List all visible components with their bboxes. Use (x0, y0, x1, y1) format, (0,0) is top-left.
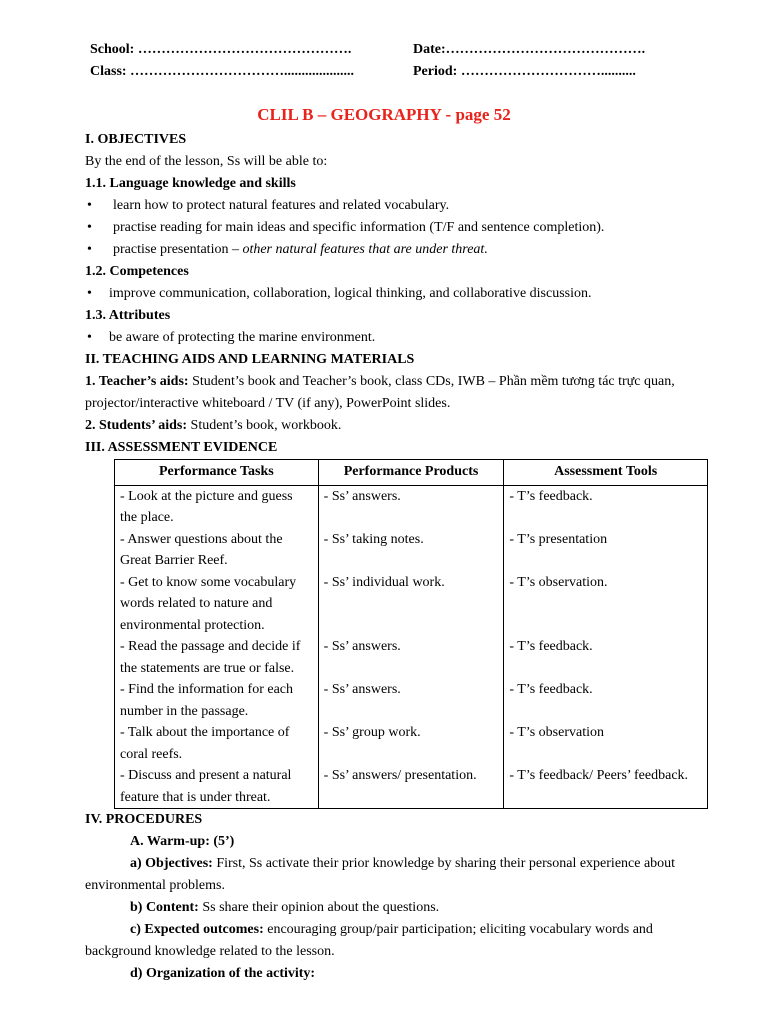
list-item-italic-text: other natural features that are under threat. (242, 242, 488, 257)
list-item (85, 283, 710, 305)
assessment-table (114, 459, 708, 809)
organization-heading: d) Organization of the activity: (130, 966, 316, 981)
table-cell: - T’s observation (504, 722, 708, 765)
outcomes-text: encouraging group/pair participation; eliciting vocabulary words and background knowledge related to the lesson. (85, 922, 653, 959)
content-label: b) Content: (130, 900, 199, 915)
table-cell: - Discuss and present a natural feature that is under threat. (115, 765, 319, 809)
content-text: Ss share their opinion about the questions. (198, 900, 440, 915)
table-cell: - Ss’ answers/ presentation. (318, 765, 504, 809)
date-field: Date:……………………………………. (413, 42, 646, 57)
table-row (115, 765, 708, 809)
table-header-row (115, 460, 708, 486)
class-field: Class: …………………………….................... (90, 64, 355, 79)
list-item-text: learn how to protect natural features and related vocabulary. (113, 198, 450, 213)
language-skills-heading: 1.1. Language knowledge and skills (85, 176, 296, 191)
table-cell: - T’s feedback. (504, 636, 708, 679)
objectives-heading: I. OBJECTIVES (85, 132, 187, 147)
school-field: School: ………………………………………. (90, 42, 352, 57)
teacher-aids-text: Student’s book and Teacher’s book, class CDs, IWB – Phần mềm tương tác trực quan, projector/interactive whiteboard / TV (if any), PowerPoint slides. (85, 374, 675, 411)
table-cell: - Ss’ answers. (318, 636, 504, 679)
table-cell: - Answer questions about the Great Barrier Reef. (115, 529, 319, 572)
column-header: Assessment Tools (504, 460, 708, 486)
table-cell: - Ss’ group work. (318, 722, 504, 765)
list-item (85, 327, 710, 349)
list-item-text: practise presentation – (113, 242, 243, 257)
column-header: Performance Products (318, 460, 504, 486)
list-item-text: practise reading for main ideas and specific information (T/F and sentence completion). (113, 220, 605, 235)
warmup-outcomes (85, 919, 710, 963)
table-cell: - T’s feedback. (504, 485, 708, 529)
column-header: Performance Tasks (115, 460, 319, 486)
bullet-icon: • (87, 242, 92, 257)
list-item (85, 217, 710, 239)
table-cell: - Get to know some vocabulary words related to nature and environmental protection. (115, 572, 319, 637)
warmup-objectives (85, 853, 710, 897)
table-cell: - Ss’ taking notes. (318, 529, 504, 572)
page-title: CLIL B – GEOGRAPHY - page 52 (257, 105, 511, 124)
students-aids-label: 2. Students’ aids: (85, 418, 188, 433)
table-cell: - Talk about the importance of coral reefs. (115, 722, 319, 765)
teacher-aids (85, 371, 710, 415)
warmup-content (85, 897, 710, 919)
outcomes-label: c) Expected outcomes: (130, 922, 264, 937)
table-cell: - Read the passage and decide if the statements are true or false. (115, 636, 319, 679)
table-cell: - T’s observation. (504, 572, 708, 637)
table-row (115, 529, 708, 572)
bullet-icon: • (87, 330, 92, 345)
table-cell: - T’s feedback/ Peers’ feedback. (504, 765, 708, 809)
table-row (115, 722, 708, 765)
period-field: Period: ………………………….......... (413, 64, 636, 79)
assessment-heading: III. ASSESSMENT EVIDENCE (85, 440, 278, 455)
bullet-icon: • (87, 286, 92, 301)
table-row (115, 572, 708, 637)
table-cell: - Find the information for each number in the passage. (115, 679, 319, 722)
table-cell: - Ss’ answers. (318, 485, 504, 529)
table-cell: - Look at the picture and guess the place. (115, 485, 319, 529)
table-cell: - Ss’ individual work. (318, 572, 504, 637)
list-item-text: improve communication, collaboration, logical thinking, and collaborative discussion. (109, 286, 592, 301)
table-row (115, 636, 708, 679)
bullet-icon: • (87, 220, 92, 235)
objectives-label: a) Objectives: (130, 856, 213, 871)
students-aids-text: Student’s book, workbook. (187, 418, 342, 433)
list-item-text: be aware of protecting the marine environment. (109, 330, 376, 345)
list-item (85, 239, 710, 261)
procedures-heading: IV. PROCEDURES (85, 812, 203, 827)
table-cell: - T’s presentation (504, 529, 708, 572)
table-cell: - T’s feedback. (504, 679, 708, 722)
lesson-body (85, 129, 710, 985)
competences-heading: 1.2. Competences (85, 264, 189, 279)
teaching-aids-heading: II. TEACHING AIDS AND LEARNING MATERIALS (85, 352, 415, 367)
table-cell: - Ss’ answers. (318, 679, 504, 722)
students-aids (85, 415, 710, 437)
list-item (85, 195, 710, 217)
objectives-text: First, Ss activate their prior knowledge by sharing their personal experience about environmental problems. (85, 856, 676, 893)
table-row (115, 679, 708, 722)
bullet-icon: • (87, 198, 92, 213)
objectives-intro: By the end of the lesson, Ss will be able to: (85, 154, 328, 169)
table-row (115, 485, 708, 529)
warmup-heading: A. Warm-up: (5’) (130, 834, 235, 849)
attributes-heading: 1.3. Attributes (85, 308, 171, 323)
teacher-aids-label: 1. Teacher’s aids: (85, 374, 189, 389)
